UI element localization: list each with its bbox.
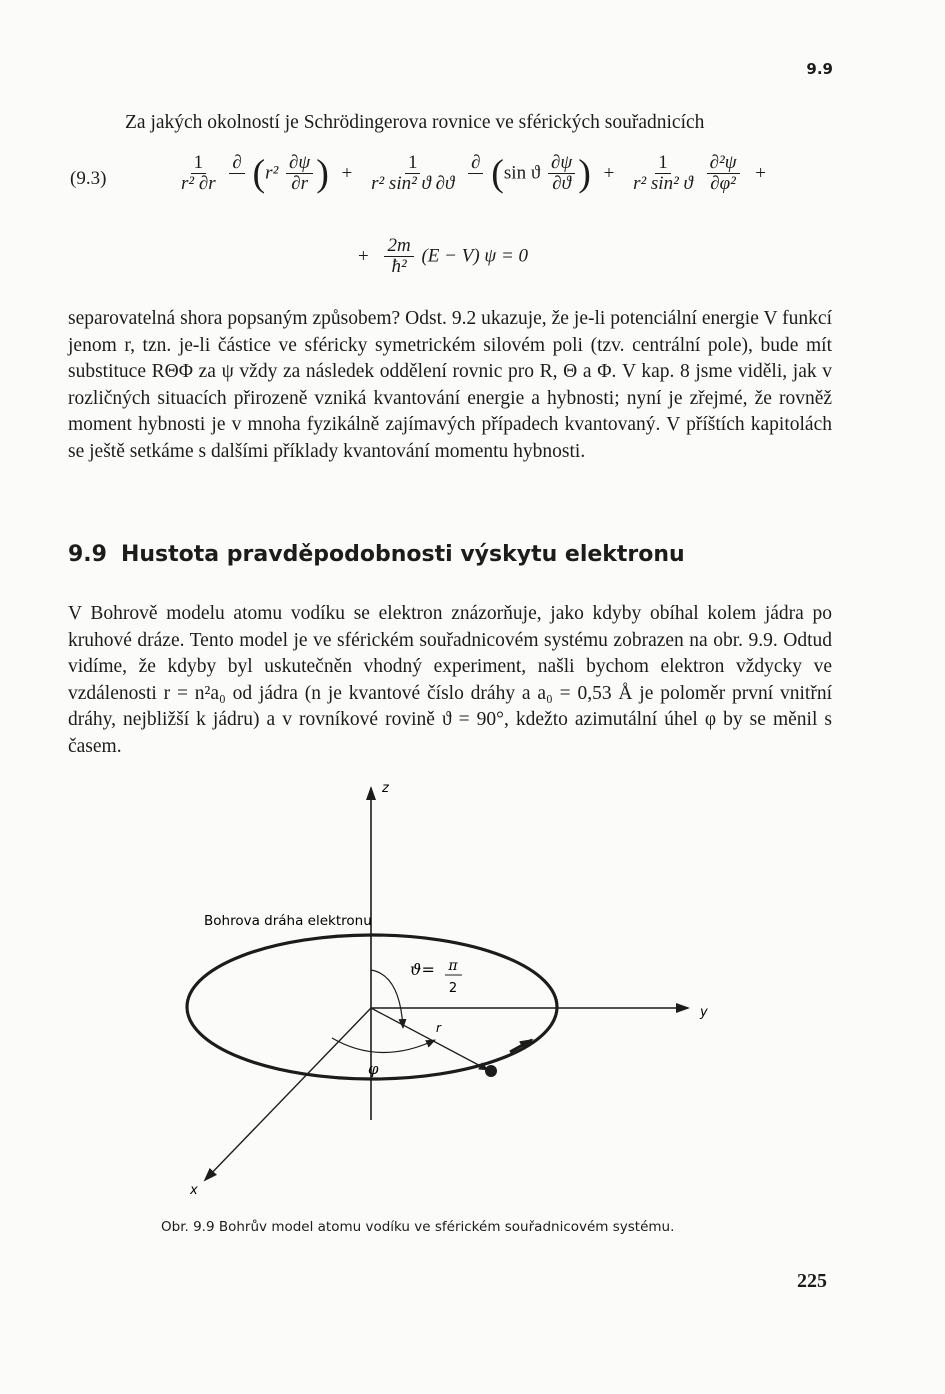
equation-line-1: $\frac{1}{\text{r² ∂r}}$ ∂ (r² $\frac{\partial\psi}{\partial r}$ ) + $\frac{1}{\text{r² sin² ϑ ∂ϑ}}$ ∂ (sin ϑ $\frac{\partial\psi}{\partial ϑ}$ ) + $\frac{1}{\text{r² sin² ϑ}}$ $\frac{\text{∂²ψ}}{\text{∂φ²}}$ + bbox=[175, 153, 774, 194]
fraction: $\frac{1}{\text{r² ∂r}}$ bbox=[181, 152, 216, 194]
equation-label: (9.3) bbox=[70, 168, 107, 189]
theta-label: ϑ= bbox=[410, 960, 435, 979]
radius-label: r bbox=[436, 1021, 441, 1035]
fraction: $\frac{\partial\psi}{\partial r}$ bbox=[286, 153, 313, 194]
paren-close: ) bbox=[578, 152, 591, 195]
section-heading bbox=[68, 542, 685, 567]
paren-close: ) bbox=[316, 152, 329, 195]
running-head: 9.9 bbox=[806, 60, 833, 78]
orbit-label: Bohrova dráha elektronu bbox=[204, 913, 372, 929]
fraction: ∂ bbox=[468, 153, 483, 194]
theta-arc bbox=[371, 970, 403, 1028]
equation-line-2: + $\frac{2m}{\text{ħ²}}$ (E − V) ψ = 0 bbox=[358, 235, 529, 277]
theta-denominator: 2 bbox=[448, 981, 458, 996]
figure-caption: Obr. 9.9 Bohrův model atomu vodíku ve sférickém souřadnicovém systému. bbox=[161, 1219, 675, 1235]
fraction: ∂ bbox=[229, 153, 244, 194]
section-title: Hustota pravděpodobnosti výskytu elektronu bbox=[120, 542, 685, 567]
paragraph-2: V Bohrově modelu atomu vodíku se elektron znázorňuje, jako kdyby obíhal kolem jádra po kruhové dráze. Tento model je ve sférickém souřadnicovém systému zobrazen na obr. 9.9. Odtud vidíme, že kdyby byl uskutečněn vhodný experiment, našli bychom elektron vždycky ve vzdálenosti r = n²a₀ od jádra (n je kvantové číslo dráhy a a₀ = 0,53 Å je poloměr první vnitřní dráhy, nejbližší k jádru) a v rovníkové rovině ϑ = 90°, kdežto azimutální úhel φ by se měnil s časem. bbox=[68, 603, 832, 757]
paragraph-1: separovatelná shora popsaným způsobem? Odst. 9.2 ukazuje, že je-li potenciální energie V funkcí jenom r, tzn. je-li částice ve sféricky symetrickém silovém poli (tzv. centrální pole), bude mít substituce RΘΦ za ψ vždy za následek oddělení rovnic pro R, Θ a Φ. V kap. 8 jsme viděli, jak v rozličných situacích přirozeně vzniká kvantování energie a hybnosti; nyní je zřejmé, že rovněž moment hybnosti je v mnoha fyzikálně zajímavých případech kvantovaný. V příštích kapitolách se ještě setkáme s dalšími příklady kvantování momentu hybnosti. bbox=[68, 308, 832, 462]
z-axis-label: z bbox=[382, 781, 389, 796]
section-number: 9.9 bbox=[68, 542, 107, 567]
electron bbox=[485, 1065, 497, 1077]
paren-open: ( bbox=[491, 152, 504, 195]
radius-vector bbox=[371, 1008, 488, 1070]
phi-label: φ bbox=[368, 1060, 379, 1078]
page-number: 225 bbox=[797, 1270, 827, 1292]
bohr-model-figure bbox=[160, 770, 720, 1210]
intro-line: Za jakých okolností je Schrödingerova rovnice ve sférických souřadnicích bbox=[125, 112, 705, 133]
phi-arc bbox=[332, 1038, 435, 1053]
fraction: $\frac{1}{\text{r² sin² ϑ}}$ bbox=[633, 152, 693, 194]
y-axis-label: y bbox=[700, 1005, 708, 1020]
x-axis-label: x bbox=[190, 1183, 198, 1198]
fraction: $\frac{\text{∂²ψ}}{\text{∂φ²}}$ bbox=[707, 153, 740, 194]
fraction: $\frac{2m}{\text{ħ²}}$ bbox=[384, 236, 413, 277]
x-axis bbox=[205, 1008, 371, 1180]
orbit-ellipse bbox=[187, 935, 557, 1079]
theta-numerator: π bbox=[448, 958, 458, 974]
paren-open: ( bbox=[252, 152, 266, 195]
fraction: $\frac{\partial\psi}{\partial ϑ}$ bbox=[548, 153, 575, 194]
fraction: $\frac{1}{\text{r² sin² ϑ ∂ϑ}}$ bbox=[371, 152, 455, 194]
